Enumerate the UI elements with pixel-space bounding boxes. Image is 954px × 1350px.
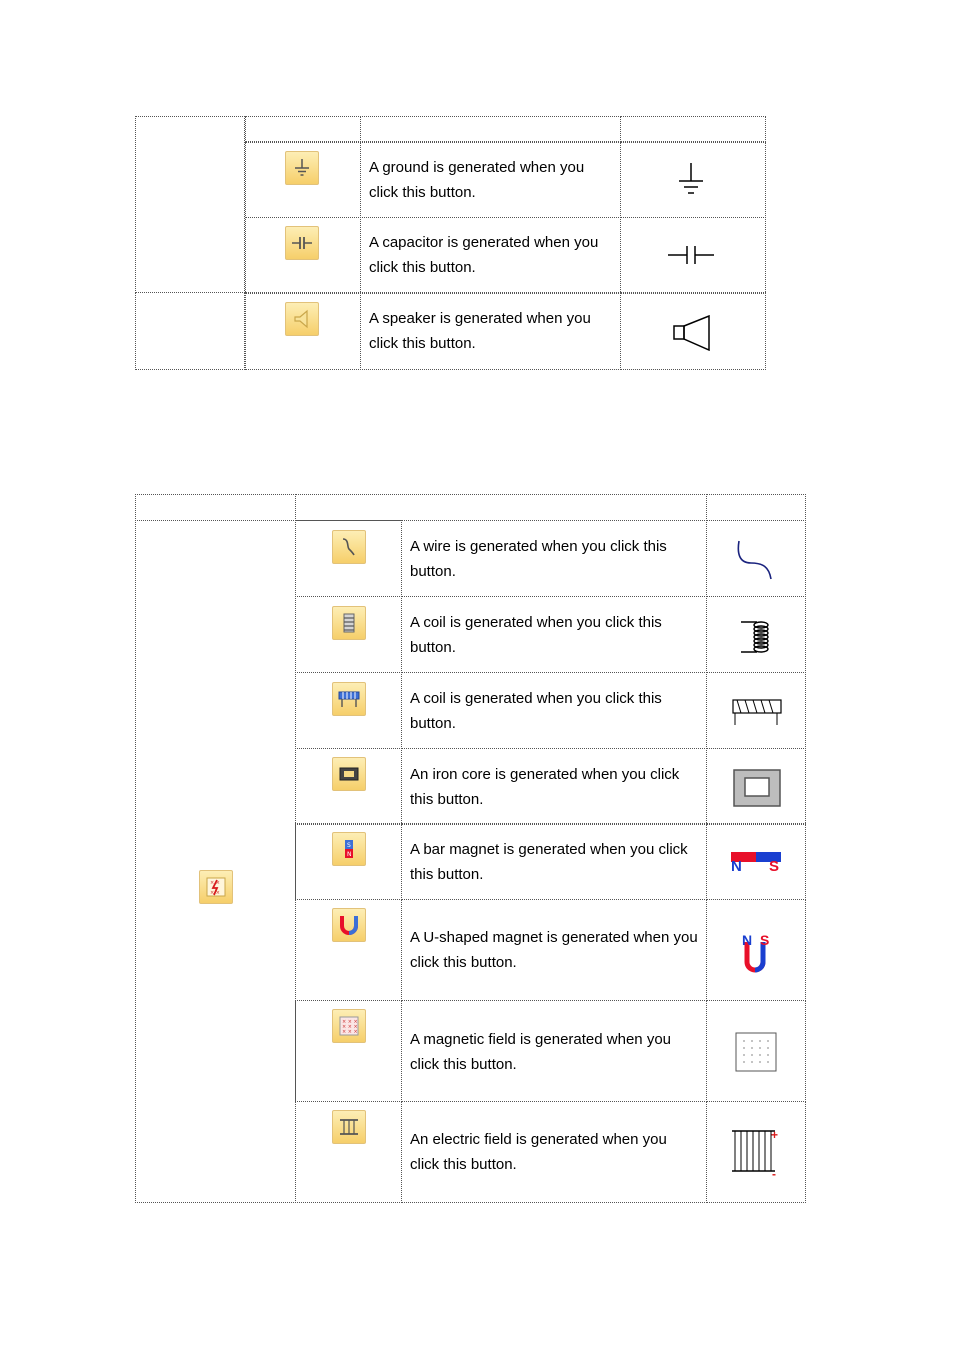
coil-icon bbox=[337, 611, 361, 635]
iron-core-icon bbox=[337, 762, 361, 786]
ground-symbol-icon bbox=[678, 163, 704, 199]
symbol-cell bbox=[706, 823, 806, 900]
icon-cell bbox=[295, 520, 402, 597]
electromagnetism-icon bbox=[204, 875, 228, 899]
svg-text:× ×: × × bbox=[210, 880, 220, 886]
symbol-cell bbox=[706, 520, 806, 597]
icon-cell bbox=[245, 217, 361, 294]
symbol-cell bbox=[706, 748, 806, 825]
bar-magnet-button[interactable] bbox=[332, 832, 366, 866]
magnetic-field-symbol-icon bbox=[735, 1032, 777, 1072]
icon-cell bbox=[245, 292, 361, 370]
negative-plate-label: - bbox=[772, 1167, 776, 1181]
icon-cell bbox=[295, 1000, 402, 1102]
electric-field-button[interactable] bbox=[332, 1110, 366, 1144]
capacitor-button[interactable] bbox=[285, 226, 319, 260]
svg-text:× × ×: × × × bbox=[342, 1024, 358, 1030]
iron-core-button[interactable] bbox=[332, 757, 366, 791]
table2-header-cell bbox=[135, 494, 296, 521]
symbol-cell bbox=[620, 142, 766, 218]
icon-cell bbox=[295, 1101, 402, 1203]
table1-header-cell bbox=[245, 116, 361, 142]
iron-core-symbol-icon bbox=[733, 769, 781, 807]
symbol-cell bbox=[706, 1101, 806, 1203]
description-cell bbox=[401, 596, 707, 673]
description-text: A coil is generated when you click this button. bbox=[410, 614, 662, 656]
description-text: An electric field is generated when you click this button. bbox=[410, 1131, 667, 1173]
coil-horizontal-icon bbox=[337, 687, 361, 711]
description-cell bbox=[401, 823, 707, 900]
symbol-cell bbox=[706, 596, 806, 673]
north-pole-label: N bbox=[742, 932, 753, 948]
svg-text:× ×: × × bbox=[210, 890, 220, 896]
svg-text:N: N bbox=[347, 851, 352, 858]
description-text: A magnetic field is generated when you click this button. bbox=[410, 1031, 671, 1073]
speaker-icon bbox=[290, 307, 314, 331]
description-text: A speaker is generated when you click this button. bbox=[369, 310, 591, 352]
south-pole-label: S bbox=[760, 932, 770, 948]
icon-cell bbox=[295, 596, 402, 673]
description-cell bbox=[401, 1101, 707, 1203]
south-pole-label: S bbox=[769, 858, 780, 875]
ground-icon bbox=[290, 156, 314, 180]
description-cell bbox=[360, 292, 621, 370]
wire-button[interactable] bbox=[332, 530, 366, 564]
wire-symbol-icon bbox=[735, 539, 775, 581]
coil-horizontal-button[interactable] bbox=[332, 682, 366, 716]
description-text: A coil is generated when you click this button. bbox=[410, 690, 662, 732]
north-pole-label: N bbox=[731, 858, 742, 875]
bar-magnet-icon bbox=[337, 837, 361, 861]
symbol-cell bbox=[706, 672, 806, 749]
u-magnet-icon bbox=[337, 913, 361, 937]
description-text: A bar magnet is generated when you click this button. bbox=[410, 841, 688, 883]
description-text: A capacitor is generated when you click this button. bbox=[369, 234, 599, 276]
icon-cell bbox=[295, 823, 402, 900]
description-cell bbox=[360, 142, 621, 218]
table2-header-cell bbox=[295, 494, 707, 521]
coil-button[interactable] bbox=[332, 606, 366, 640]
table1-group-cell bbox=[135, 116, 245, 293]
table1-header-cell bbox=[620, 116, 766, 142]
magnetic-field-icon bbox=[337, 1014, 361, 1038]
svg-text:× × ×: × × × bbox=[342, 1019, 358, 1025]
description-cell bbox=[401, 748, 707, 825]
description-cell bbox=[401, 1000, 707, 1102]
horizontal-coil-symbol-icon bbox=[731, 697, 783, 727]
table1-group-cell bbox=[135, 292, 245, 370]
wire-icon bbox=[337, 535, 361, 559]
icon-cell bbox=[245, 142, 361, 218]
symbol-cell bbox=[620, 292, 766, 370]
icon-cell bbox=[295, 748, 402, 825]
ground-button[interactable] bbox=[285, 151, 319, 185]
symbol-cell bbox=[706, 899, 806, 1001]
electromagnetism-button[interactable] bbox=[199, 870, 233, 904]
positive-plate-label: + bbox=[771, 1128, 779, 1142]
table2-group-cell bbox=[135, 520, 296, 1203]
capacitor-icon bbox=[290, 231, 314, 255]
svg-text:× × ×: × × × bbox=[342, 1029, 358, 1035]
symbol-cell bbox=[706, 1000, 806, 1102]
icon-cell bbox=[295, 899, 402, 1001]
magnetic-field-button[interactable] bbox=[332, 1009, 366, 1043]
description-text: A wire is generated when you click this button. bbox=[410, 538, 667, 580]
description-cell bbox=[401, 899, 707, 1001]
speaker-symbol-icon bbox=[672, 315, 712, 351]
description-cell bbox=[401, 520, 707, 597]
symbol-cell bbox=[620, 217, 766, 294]
vertical-coil-symbol-icon bbox=[739, 619, 773, 655]
table2-header-cell bbox=[706, 494, 806, 521]
capacitor-symbol-icon bbox=[668, 245, 714, 265]
speaker-button[interactable] bbox=[285, 302, 319, 336]
u-magnet-button[interactable] bbox=[332, 908, 366, 942]
description-cell bbox=[360, 217, 621, 294]
description-text: A U-shaped magnet is generated when you click this button. bbox=[410, 929, 698, 971]
table1-header-cell bbox=[360, 116, 621, 142]
electric-field-icon bbox=[337, 1115, 361, 1139]
description-text: A ground is generated when you click this button. bbox=[369, 159, 585, 201]
icon-cell bbox=[295, 672, 402, 749]
svg-text:S: S bbox=[347, 842, 351, 849]
description-cell bbox=[401, 672, 707, 749]
description-text: An iron core is generated when you click this button. bbox=[410, 766, 680, 808]
